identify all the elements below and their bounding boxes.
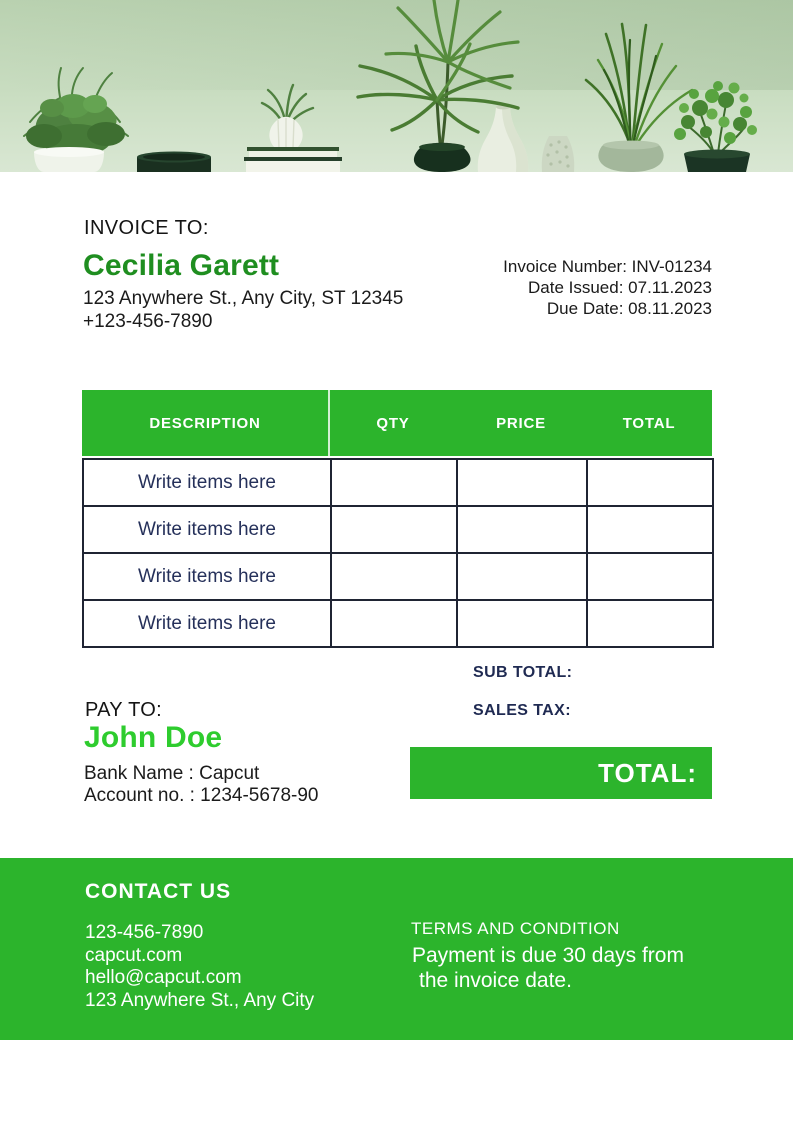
items-table-header [82, 390, 712, 456]
pay-to-label: PAY TO: [85, 699, 162, 721]
total-cell[interactable] [587, 553, 713, 600]
footer [0, 858, 793, 1040]
column-header-qty: QTY [376, 414, 410, 432]
qty-cell[interactable] [331, 506, 457, 553]
payee-name: John Doe [84, 721, 223, 754]
total-label: TOTAL: [598, 757, 697, 788]
invoice-meta [503, 256, 712, 319]
contact-phone: 123-456-7890 [85, 922, 204, 943]
description-cell[interactable]: Write items here [83, 553, 331, 600]
column-header-price: PRICE [496, 414, 546, 432]
contact-email: hello@capcut.com [85, 967, 242, 988]
description-cell[interactable]: Write items here [83, 600, 331, 647]
description-cell[interactable]: Write items here [83, 459, 331, 506]
client-name: Cecilia Garett [83, 249, 280, 282]
terms-line-2: the invoice date. [419, 969, 572, 992]
invoice-number: Invoice Number: INV-01234 [503, 257, 712, 276]
dark-cylinder-pot [137, 152, 211, 173]
description-cell[interactable]: Write items here [83, 506, 331, 553]
account-number: Account no. : 1234-5678-90 [84, 785, 319, 806]
qty-cell[interactable] [331, 553, 457, 600]
due-date: Due Date: 08.11.2023 [546, 299, 712, 318]
price-cell[interactable] [457, 506, 587, 553]
client-phone: +123-456-7890 [83, 311, 213, 332]
terms-text [412, 943, 684, 993]
contact-address: 123 Anywhere St., Any City [85, 989, 315, 1011]
invoice-to-label: INVOICE TO: [84, 217, 209, 239]
table-row [83, 506, 713, 553]
terms-line-1: Payment is due 30 days from [412, 944, 684, 967]
terms-title: TERMS AND CONDITION [411, 919, 620, 938]
client-address: 123 Anywhere St., Any City, ST 12345 [83, 288, 404, 309]
contact-website: capcut.com [85, 944, 183, 966]
plants-photo-illustration [0, 0, 793, 172]
qty-cell[interactable] [331, 459, 457, 506]
contact-us-title: CONTACT US [85, 880, 232, 903]
price-cell[interactable] [457, 459, 587, 506]
dotted-vase [542, 136, 574, 172]
column-header-description: DESCRIPTION [82, 390, 330, 456]
total-cell[interactable] [587, 459, 713, 506]
header-photo [0, 0, 793, 172]
price-cell[interactable] [457, 553, 587, 600]
sales-tax-label: SALES TAX: [473, 702, 571, 719]
table-row [83, 459, 713, 506]
sub-total-label: SUB TOTAL: [473, 664, 573, 681]
bank-name: Bank Name : Capcut [84, 763, 260, 784]
qty-cell[interactable] [331, 600, 457, 647]
items-table [82, 390, 712, 648]
table-row [83, 600, 713, 647]
date-issued: Date Issued: 07.11.2023 [528, 278, 712, 297]
column-header-total: TOTAL [622, 414, 676, 432]
price-cell[interactable] [457, 600, 587, 647]
total-bar [410, 747, 712, 799]
contact-lines [85, 922, 314, 1012]
table-row [83, 553, 713, 600]
total-cell[interactable] [587, 506, 713, 553]
total-cell[interactable] [587, 600, 713, 647]
